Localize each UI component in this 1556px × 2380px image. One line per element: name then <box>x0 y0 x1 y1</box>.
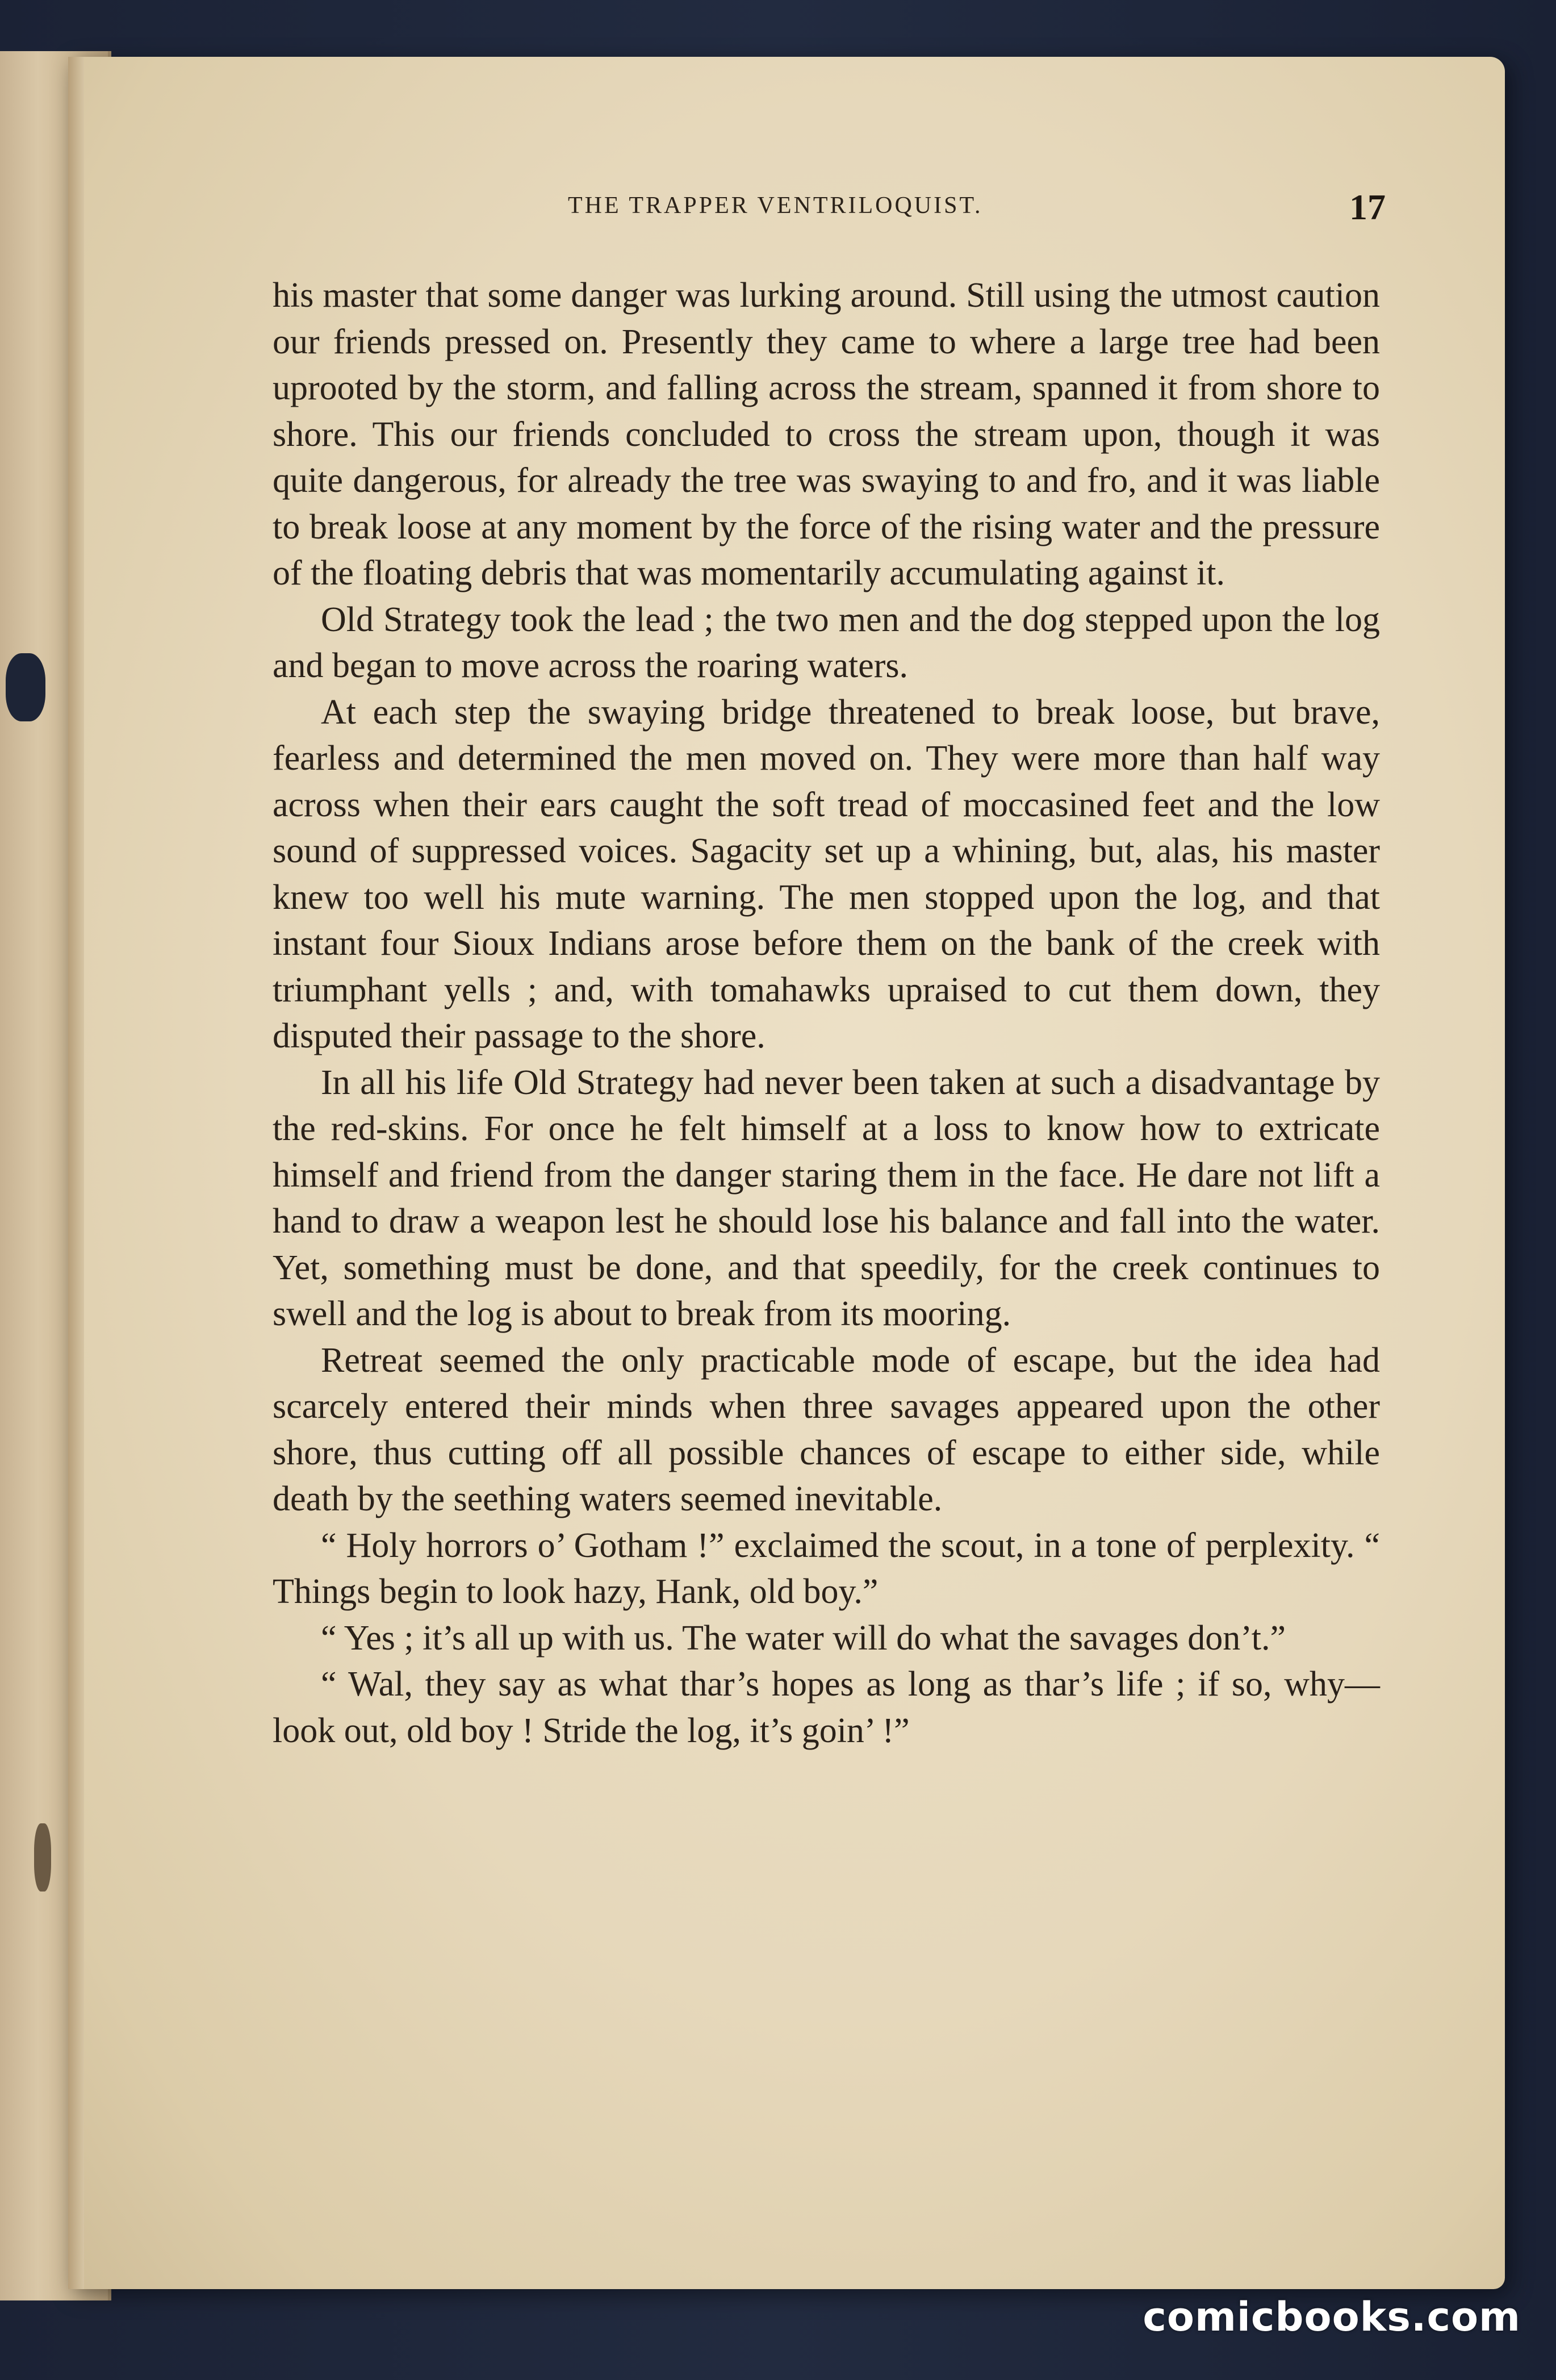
page-body <box>273 273 1380 1754</box>
paragraph: his master that some danger was lurking around. Still using the utmost caution our friends pressed on. Presently they came to where a large tree had been uprooted by the storm, and falling across the stream, spanned it from shore to shore. This our friends concluded to cross the stream upon, though it was quite dangerous, for already the tree was swaying to and fro, and it was liable to break loose at any moment by the force of the rising water and the pressure of the floating debris that was momentarily accumulating against it. <box>273 276 1380 592</box>
page-number: 17 <box>1349 187 1386 227</box>
paragraph: “ Wal, they say as what thar’s hopes as long as thar’s life ; if so, why—look out, old boy ! Stride the log, it’s goin’ !” <box>273 1665 1380 1750</box>
paragraph: Old Strategy took the lead ; the two men and the dog stepped upon the log and began to move across the roaring waters. <box>273 600 1380 685</box>
paragraph: Retreat seemed the only practicable mode of escape, but the idea had scarcely entered their minds when three savages appeared upon the other shore, thus cutting off all possible chances of escape to either side, while death by the seething waters seemed inevitable. <box>273 1341 1380 1518</box>
binding-tear <box>34 1823 51 1892</box>
running-title: THE TRAPPER VENTRILOQUIST. <box>568 193 983 219</box>
paragraph: At each step the swaying bridge threatened to break loose, but brave, fearless and determined the men moved on. They were more than half way across when their ears caught the soft tread of moccasined feet and the low sound of suppressed voices. Sagacity set up a whining, but, alas, his master knew too well his mute warning. The men stopped upon the log, and that instant four Sioux Indians arose before them on the bank of the creek with triumphant yells ; and, with tomahawks upraised to cut them down, they disputed their passage to the shore. <box>273 692 1380 1055</box>
paragraph: “ Holy horrors o’ Gotham !” exclaimed the scout, in a tone of perplexity. “ Things begin to look hazy, Hank, old boy.” <box>273 1526 1380 1611</box>
page-inner-edge <box>68 57 84 2289</box>
paragraph: “ Yes ; it’s all up with us. The water will do what the savages don’t.” <box>321 1618 1286 1657</box>
watermark: comicbooks.com <box>1143 2294 1521 2340</box>
binding-hole <box>6 653 45 721</box>
paragraph: In all his life Old Strategy had never been taken at such a disadvantage by the red-skins. For once he felt himself at a loss to know how to extricate himself and friend from the danger staring them in the face. He dare not lift a hand to draw a weapon lest he should lose his balance and fall into the water. Yet, something must be done, and that speedily, for the creek continues to swell and the log is about to break from its mooring. <box>273 1063 1380 1333</box>
page-header <box>568 187 1386 237</box>
